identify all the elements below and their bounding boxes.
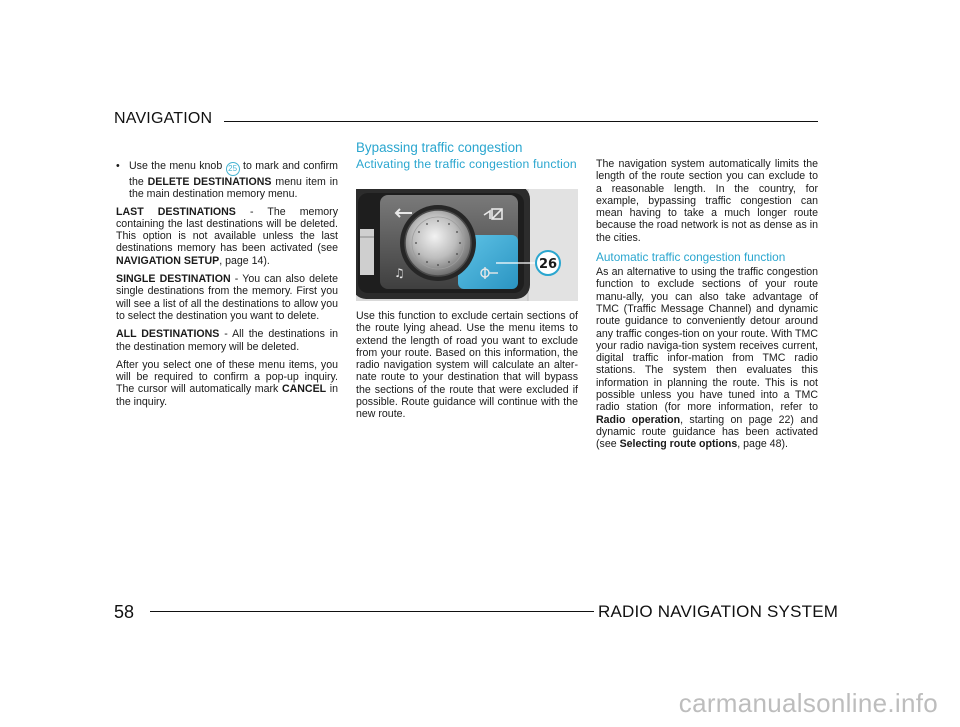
last-destinations-para: LAST DESTINATIONS - The memory containing the last destinations will be deleted. This option is not available unless the last destinations memory has been activated (see NAVIGATION SETUP, page 14). <box>116 205 338 267</box>
single-destination-para: SINGLE DESTINATION - You can also delete single destinations from the memory. First you will see a list of all the destinations to allow you to select the destination you want to delete. <box>116 273 338 322</box>
middle-body-text <box>356 310 578 427</box>
page-number: 58 <box>114 602 135 622</box>
header-rule <box>224 121 818 122</box>
column-right <box>596 158 818 457</box>
tmc-para: As an alternative to using the traffic congestion function to exclude sections of your route manu-ally, you can also take advantage of TMC (Traffic Message Channel) and dynamic route guidance to conveniently detour around any traffic conges-tion on your route. With TMC your radio naviga-tion system receives current, digital traffic infor-mation from TMC radio stations. The system then evaluates this information in planning the route. This is not possible unless you have tuned into a TMC radio station (for more information, refer to Radio operation, starting on page 22) and dynamic route guidance has been activated (see Selecting route options, page 48). <box>596 266 818 451</box>
cancel-label: CANCEL <box>281 383 327 396</box>
route-limit-para: The navigation system automatically limits the length of the route section you can exclude to a reasonable length. In the country, for example, bypassing traffic congestion can mean having to take a much longer route because the road network is not as dense as in the cities. <box>596 158 818 244</box>
subsection-heading: Activating the traffic congestion function <box>356 157 577 171</box>
radio-operation-ref: Radio operation <box>596 413 681 426</box>
route-options-ref: Selecting route options <box>619 438 738 451</box>
single-destination-label: SINGLE DESTINATION <box>116 273 231 286</box>
page-header <box>114 110 818 134</box>
column-middle <box>356 140 578 172</box>
bullet-item <box>116 160 338 201</box>
footer-title: RADIO NAVIGATION SYSTEM <box>598 602 839 621</box>
watermark: carmanualsonline.info <box>678 688 938 718</box>
menu-knob-ref-icon: 25 <box>226 162 240 176</box>
automatic-function-heading: Automatic traffic congestion function <box>596 250 786 265</box>
bullet-menu-item: DELETE DESTINATIONS <box>147 176 272 188</box>
all-destinations-para: ALL DESTINATIONS - All the destinations in the destination memory will be deleted. <box>116 328 338 353</box>
all-destinations-label: ALL DESTINATIONS <box>116 328 220 341</box>
svg-text:♫: ♫ <box>394 266 405 280</box>
bullet-text-2: to mark and confirm the <box>129 160 338 188</box>
bullet-text-3: menu item in the main destination memory menu. <box>129 176 338 201</box>
footer-rule <box>150 611 594 612</box>
bypass-body-para: Use this function to exclude certain sections of the route lying ahead. Use the menu items to extend the length of road you want to exclude from your route. Based on this information, the radio navigation system will calculate an alter-nate route to your destination that will bypass the sections of the route that were excluded if possible. Route guidance will continue with the new route. <box>356 310 578 421</box>
bullet-dot: • <box>116 160 120 172</box>
navigation-setup-ref: NAVIGATION SETUP <box>116 254 220 267</box>
last-destinations-label: LAST DESTINATIONS <box>116 205 236 218</box>
column-left <box>116 160 338 414</box>
section-title: NAVIGATION <box>114 110 213 127</box>
bullet-text-1: Use the menu knob <box>129 160 223 172</box>
control-panel-illustration <box>356 189 578 301</box>
control-panel-figure <box>356 189 578 301</box>
confirm-inquiry-para: After you select one of these menu items, you will be required to confirm a pop-up inquiry. The cursor will automatically mark CANCEL in the inquiry. <box>116 358 338 408</box>
figure-callout-number: 26 <box>538 257 558 272</box>
section-heading: Bypassing traffic congestion <box>356 140 523 155</box>
